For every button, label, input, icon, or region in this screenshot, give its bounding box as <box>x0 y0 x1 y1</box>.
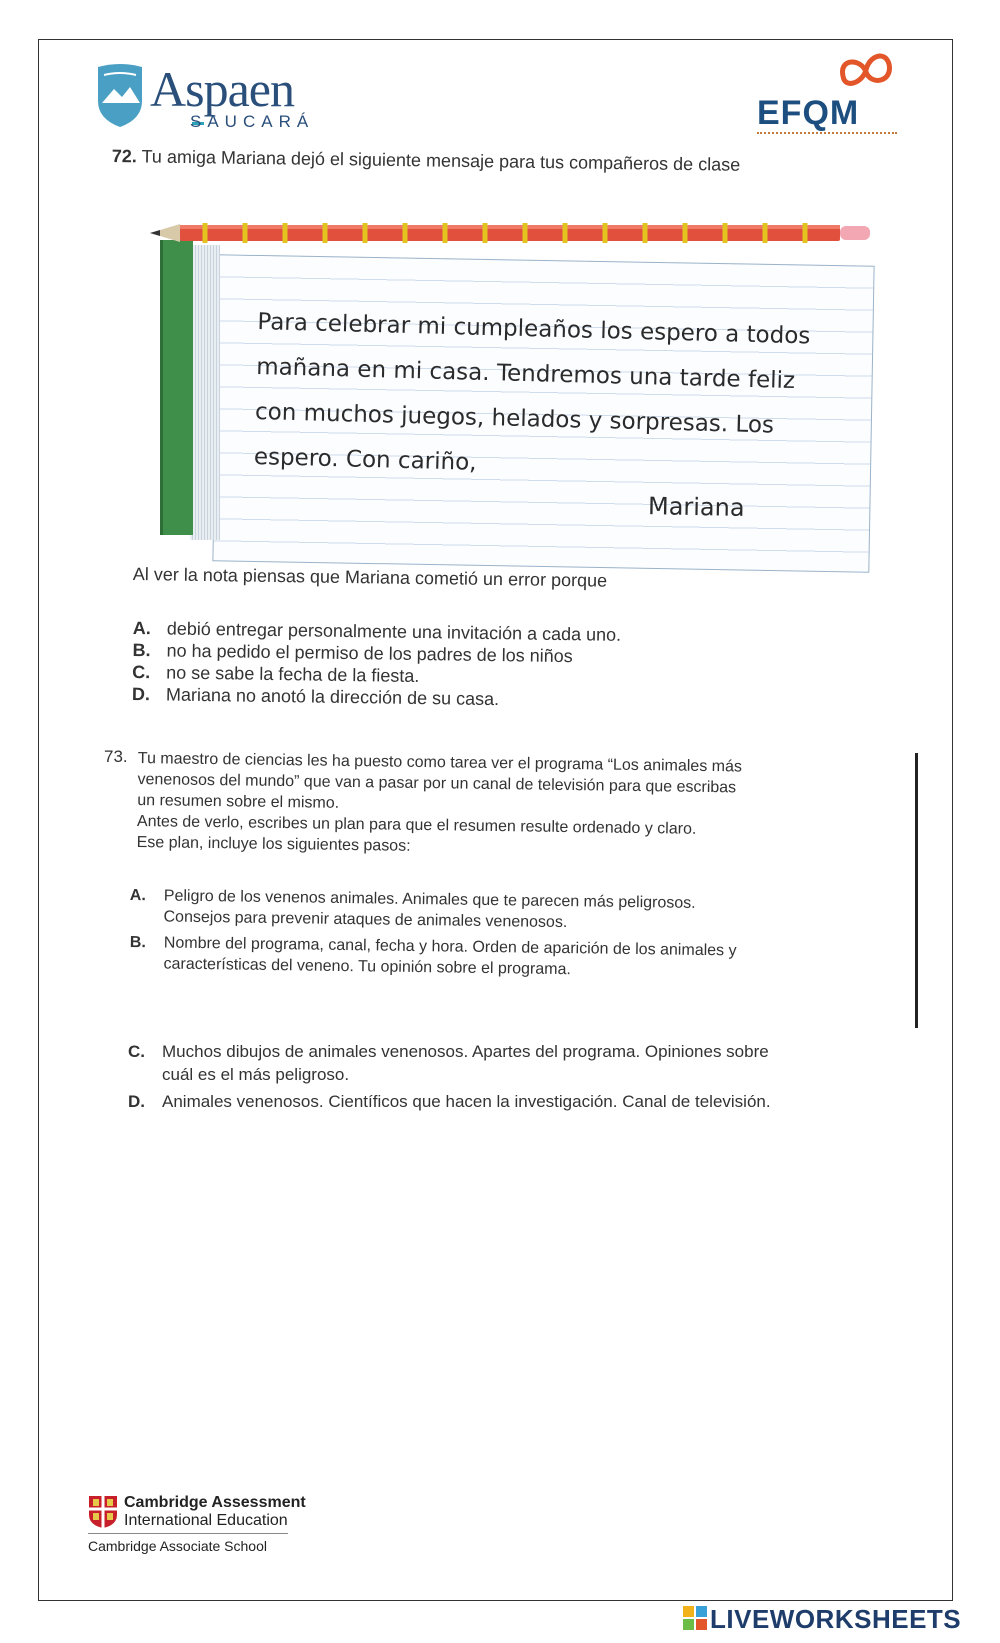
cambridge-title: Cambridge Assessment <box>124 1494 306 1511</box>
option-text: debió entregar personalmente una invitación a cada uno. <box>166 618 622 645</box>
cambridge-crest-icon <box>88 1495 118 1529</box>
q73-prompt-line: venenosos del mundo” que van a pasar por un canal de televisión para que escribas <box>137 770 737 797</box>
note-line: espero. Con cariño, <box>253 443 477 476</box>
q73-number: 73. <box>104 747 128 766</box>
option-text: Peligro de los venenos animales. Animales que te parecen más peligrosos. <box>163 887 696 912</box>
option-letter: D. <box>128 1092 145 1111</box>
q73-prompt-line: Ese plan, incluye los siguientes pasos: <box>136 833 411 855</box>
note-line: Para celebrar mi cumpleaños los espero a todos <box>257 308 811 350</box>
q73-prompt <box>137 748 838 863</box>
notepad-spine <box>160 240 193 535</box>
liveworksheets-logo-text[interactable]: LIVEWORKSHEETS <box>710 1604 962 1634</box>
note-message <box>253 300 838 495</box>
q73-prompt-line: un resumen sobre el mismo. <box>137 791 340 812</box>
notepad-page-edges <box>190 245 220 540</box>
option-letter: D. <box>131 683 151 705</box>
pencil-spiral-icon <box>150 222 880 244</box>
note-signature: Mariana <box>647 492 745 522</box>
infinity-icon <box>835 50 897 90</box>
note-line: con muchos juegos, helados y sorpresas. Los <box>254 398 775 439</box>
option-text: Muchos dibujos de animales venenosos. Apartes del programa. Opiniones sobre <box>162 1042 769 1061</box>
q73-prompt-line: Antes de verlo, escribes un plan para que el resumen resulte ordenado y claro. <box>136 812 697 838</box>
school-name: Aspaen <box>150 61 294 117</box>
option-letter: C. <box>128 1042 145 1061</box>
q72-options <box>132 617 733 713</box>
option-letter: A. <box>129 886 146 905</box>
option-text: Animales venenosos. Científicos que hacen la investigación. Canal de televisión. <box>162 1092 771 1111</box>
efqm-tagline <box>757 132 897 140</box>
school-subtitle: SAUCARÁ <box>190 112 315 131</box>
option-text: Nombre del programa, canal, fecha y hora. Orden de aparición de los animales y <box>163 934 737 960</box>
q73-option-d[interactable] <box>128 1090 868 1113</box>
option-text: Consejos para prevenir ataques de animales venenosos. <box>163 908 568 932</box>
option-text: características del veneno. Tu opinión sobre el programa. <box>163 955 571 979</box>
efqm-logo-text: EFQM <box>757 94 860 132</box>
option-text: cuál es el más peligroso. <box>162 1065 350 1084</box>
liveworksheets-icon <box>682 1605 708 1631</box>
option-text: Mariana no anotó la dirección de su casa. <box>165 684 500 710</box>
cambridge-subtitle: International Education <box>124 1512 288 1529</box>
cambridge-associate: Cambridge Associate School <box>88 1538 267 1554</box>
q73-prompt-line: Tu maestro de ciencias les ha puesto como tarea ver el programa “Los animales más <box>137 749 743 776</box>
shield-mountain-icon <box>96 63 144 129</box>
note-line: mañana en mi casa. Tendremos una tarde feliz <box>255 353 796 395</box>
option-letter: B. <box>132 639 151 661</box>
option-text: no se sabe la fecha de la fiesta. <box>166 662 420 687</box>
divider <box>88 1533 288 1534</box>
option-letter: B. <box>129 933 146 952</box>
q73-option-c[interactable] <box>128 1040 868 1086</box>
margin-bar <box>915 753 918 1028</box>
option-text: no ha pedido el permiso de los padres de los niños <box>166 640 573 667</box>
q72-number: 72. <box>111 145 138 167</box>
option-letter: C. <box>132 661 151 683</box>
option-letter: A. <box>132 617 151 639</box>
q72-question: Al ver la nota piensas que Mariana cometió un error porque <box>132 563 608 591</box>
q72-prompt-text: Tu amiga Mariana dejó el siguiente mensaje para tus compañeros de clase <box>141 146 741 175</box>
